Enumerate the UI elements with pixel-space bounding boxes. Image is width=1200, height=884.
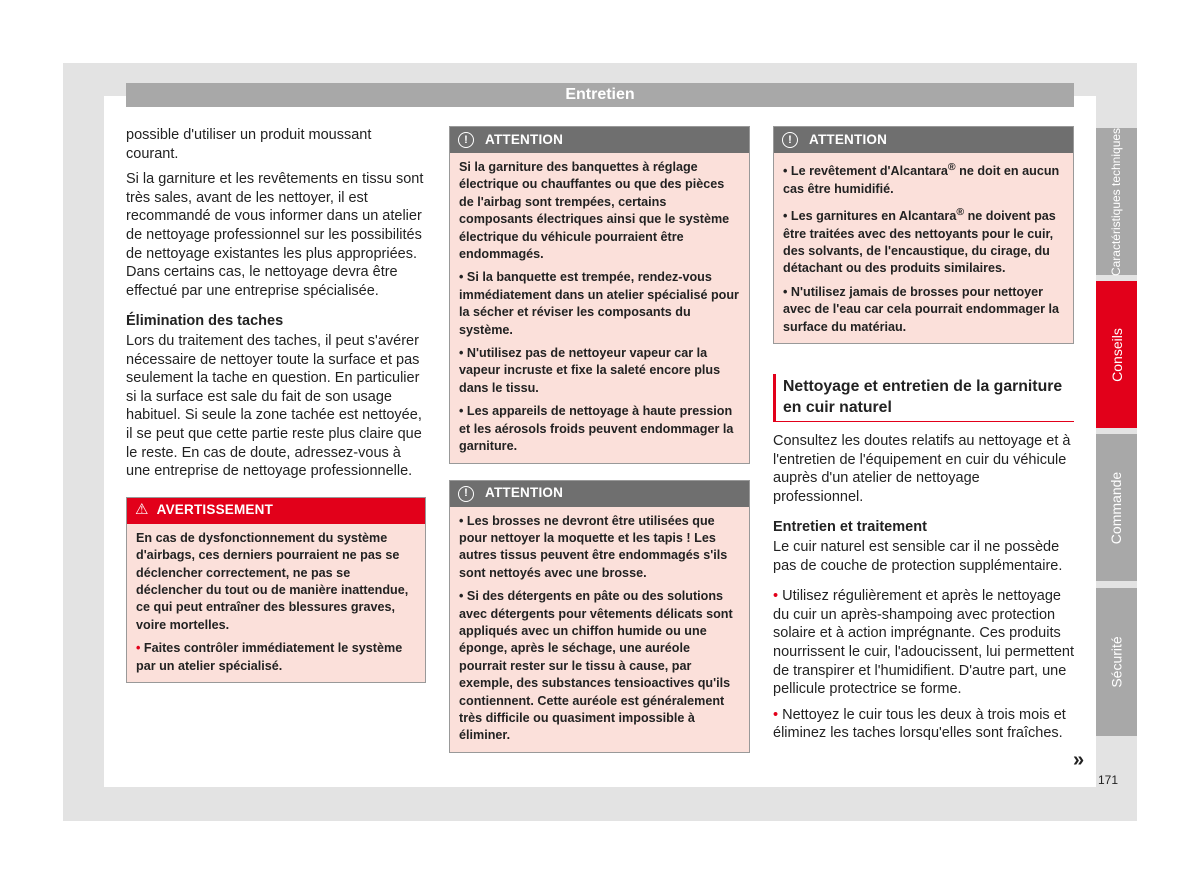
attention-bullet-item: • N'utilisez pas de nettoyeur vapeur car la vapeur incruste et fixe la saleté encore plus dans le tissu.: [459, 346, 721, 395]
attention-box-header: [450, 481, 749, 507]
paragraph: Lors du traitement des taches, il peut s'avérer nécessaire de nettoyer toute la surface et pas seulement la tache en question. En particulier si la surface est sale du fait de son usage habituel. Si seule la zone tachée est nettoyée, il se peut que cette partie reste plus claire que le reste. En cas de doute, adressez-vous à une entreprise de nettoyage professionnelle.: [126, 332, 422, 480]
attention-bullet-item: • Les brosses ne devront être utilisées que pour nettoyer la moquette et les tapis ! Les autres tissus peuvent être endommagés s'ils sont nettoyés avec une brosse.: [459, 513, 728, 580]
bullet-icon: •: [459, 589, 467, 604]
info-circle-icon: !: [458, 486, 474, 502]
list-item: • Nettoyez le cuir tous les deux à trois mois et éliminez les taches lorsqu'elles sont fraîches.: [773, 706, 1066, 742]
paragraph: possible d'utiliser un produit moussant courant.: [126, 127, 372, 162]
section-title: Nettoyage et entretien de la garniture en cuir naturel: [773, 374, 1074, 422]
attention-box-title: ATTENTION: [809, 131, 888, 147]
tab-conseils[interactable]: Conseils: [1096, 281, 1137, 428]
attention-bullet-item: • N'utilisez jamais de brosses pour nettoyer avec de l'eau car cela pourrait endommager la surface du matériau.: [783, 284, 1059, 334]
column-middle: [449, 126, 750, 769]
paragraph: Si la garniture et les revêtements en tissu sont très sales, avant de les nettoyer, il est recommandé de vous informer dans un atelier de nettoyage professionnel sur les possibilités de nettoyage existantes les plus appropriées. Dans certains cas, le nettoyage devra être effectué par une entreprise spécialisée.: [126, 171, 424, 299]
subheading: Élimination des taches: [126, 313, 284, 330]
paragraph: Le cuir naturel est sensible car il ne possède pas de couche de protection supplémentaire.: [773, 539, 1063, 574]
info-circle-icon: !: [458, 132, 474, 148]
list-item: • Utilisez régulièrement et après le nettoyage du cuir un après-shampoing avec protection solaire et à action imprégnante. Ces produits nourrissent le cuir, l'adoucissent, lui permettent de transpirer et l'humidifient. D'autre part, une pellicule protectrice se forme.: [773, 588, 1074, 698]
attention-box-title: ATTENTION: [485, 485, 564, 501]
bullet-icon: •: [459, 513, 467, 528]
page-header-title: Entretien: [126, 83, 1074, 107]
bullet-icon: •: [459, 404, 467, 419]
paragraph: Consultez les doutes relatifs au nettoyage et à l'entretien de l'équipement en cuir du véhicule auprès d'un atelier de nettoyage professionnel.: [773, 433, 1071, 505]
attention-box: [449, 126, 750, 464]
continue-arrow-icon: »: [1073, 749, 1085, 771]
subheading: Entretien et traitement: [773, 519, 927, 536]
attention-bullet-item: • Les garnitures en Alcantara® ne doivent pas être traitées avec des nettoyants pour le cuir, des solvants, de l'encaustique, du cirage, du détachant ou des produits similaires.: [783, 206, 1056, 276]
bullet-icon: •: [459, 346, 467, 361]
bullet-icon: •: [773, 588, 783, 605]
attention-box-header: [774, 127, 1073, 153]
attention-box-body: [450, 507, 749, 752]
column-right: [773, 126, 1074, 750]
page-number: 171: [1098, 773, 1119, 787]
bullet-icon: •: [783, 209, 791, 224]
attention-box-title: ATTENTION: [485, 131, 564, 147]
attention-bullet-item: • Si des détergents en pâte ou des solutions avec détergents pour vêtements délicats sont appliqués avec un chiffon humide ou une éponge, après le séchage, une auréole pourrait rester sur le tissu à cause, par exemple, des substances tensioactives qu'ils contiennent. Cette auréole est généralement très difficile ou quasiment impossible à éliminer.: [459, 589, 733, 743]
column-left: [126, 126, 426, 699]
warning-box-title: AVERTISSEMENT: [156, 502, 274, 518]
tab-securite[interactable]: Sécurité: [1096, 588, 1137, 736]
attention-text: Si la garniture des banquettes à réglage électrique ou chauffantes ou que des pièces de l'airbag sont trempées, certains composants électriques ainsi que le système électrique du véhicule pourraient être endommagés.: [459, 160, 730, 262]
warning-bullet-item: • Faites contrôler immédiatement le système par un atelier spécialisé.: [136, 641, 403, 673]
tab-caracteristiques-techniques[interactable]: Caractéristiques techniques: [1096, 128, 1137, 275]
warning-box: [126, 497, 426, 683]
tab-commande[interactable]: Commande: [1096, 434, 1137, 581]
bullet-icon: •: [773, 706, 783, 723]
attention-bullet-item: • Les appareils de nettoyage à haute pression et les aérosols froids peuvent endommager la garniture.: [459, 404, 734, 454]
attention-bullet-item: • Si la banquette est trempée, rendez-vous immédiatement dans un atelier spécialisé pour la sécher et réviser les composants du système.: [459, 270, 739, 337]
attention-box-body: [774, 153, 1073, 343]
warning-text: En cas de dysfonctionnement du système d'airbags, ces derniers pourraient ne pas se déclencher correctement, ne pas se déclencher du tout ou de manière inattendue, ce qui peut entraîner des blessures graves, voire mortelles.: [136, 530, 409, 632]
bullet-icon: •: [783, 164, 791, 179]
bullet-icon: •: [136, 641, 144, 656]
attention-box-header: [450, 127, 749, 153]
warning-triangle-icon: ⚠: [135, 501, 149, 519]
warning-box-header: [127, 498, 425, 524]
info-circle-icon: !: [782, 132, 798, 148]
attention-box: [773, 126, 1074, 344]
attention-bullet-item: • Le revêtement d'Alcantara® ne doit en aucun cas être humidifié.: [783, 161, 1060, 196]
bullet-icon: •: [783, 284, 791, 299]
bullet-icon: •: [459, 270, 467, 285]
warning-box-body: [127, 524, 425, 682]
attention-box: [449, 480, 750, 753]
attention-box-body: [450, 153, 749, 463]
